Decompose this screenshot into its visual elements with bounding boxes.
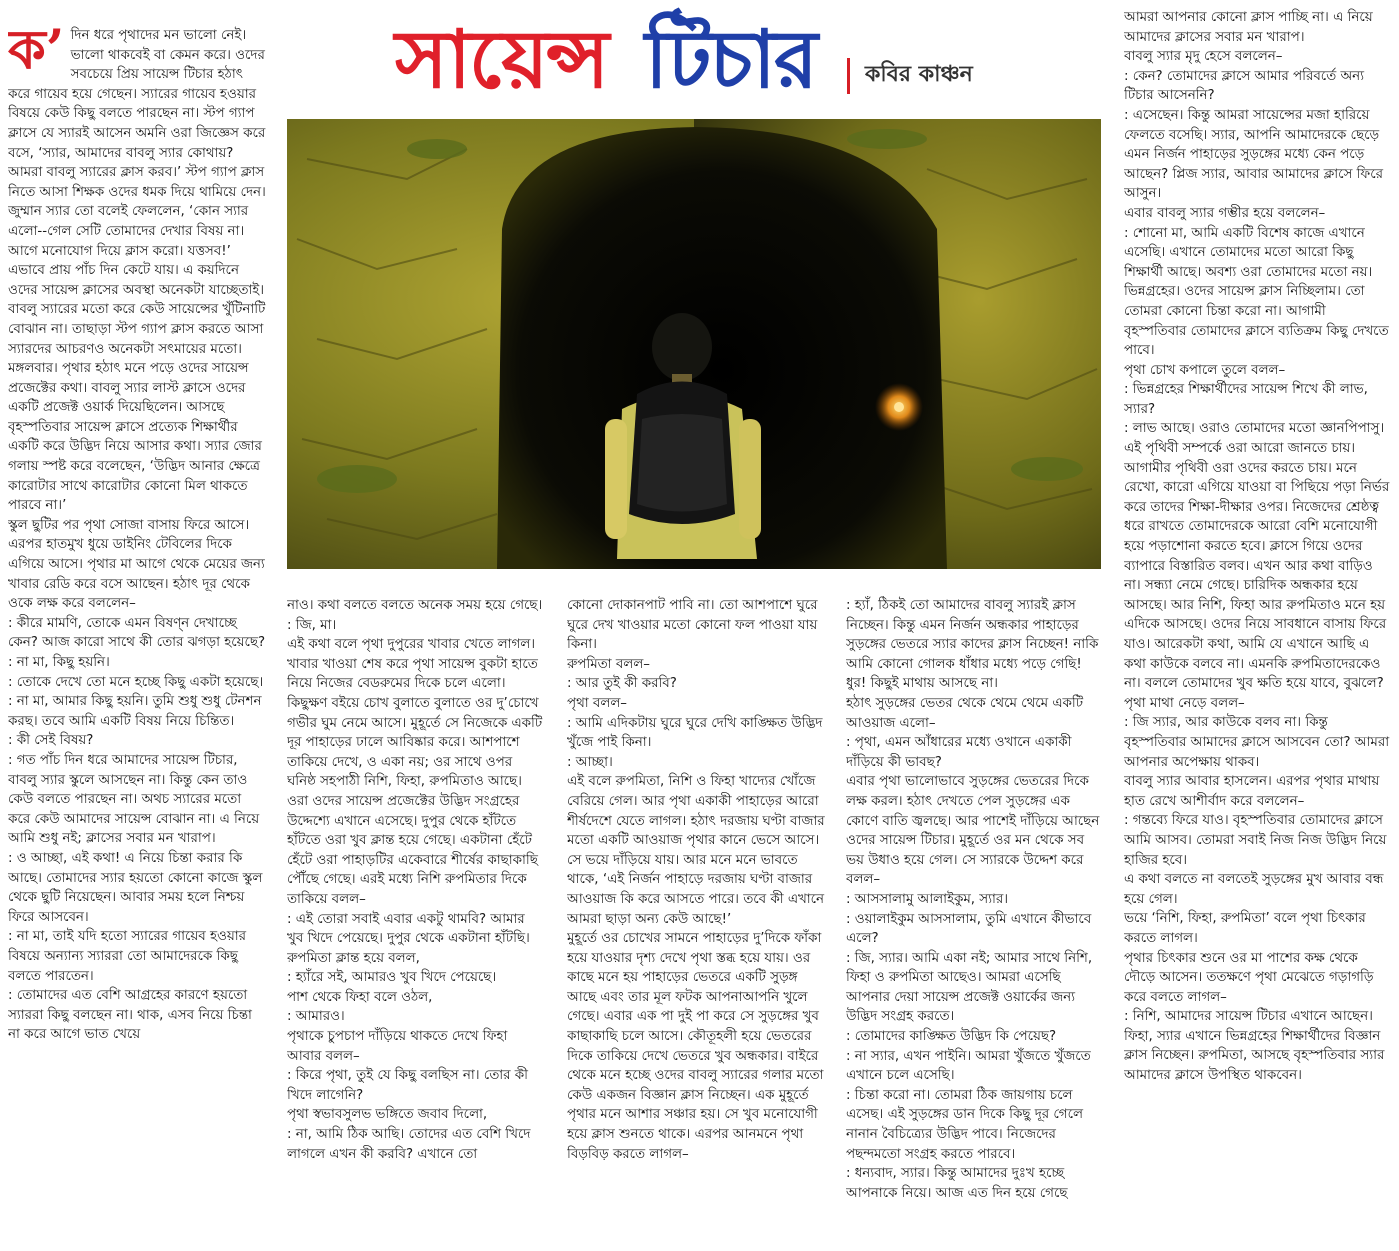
column-text: কোনো দোকানপাট পাবি না। তো আশপাশে ঘুরে ঘুরে দেখ খাওয়ার মতো কোনো ফল পাওয়া যায় কিনা। রুপমিতা বলল– : আর তুই কী করবি? পৃথা বলল– : আমি এদিকটায় ঘুরে ঘুরে দেখি কাঙ্ক্ষিত উদ্ভিদ খুঁজে পাই কিনা। : আচ্ছা। এই বলে রুপমিতা, নিশি ও ফিহা খাদ্যের খোঁজে বেরিয়ে গেল। আর পৃথা একাকী পাহাড়ের আরো শীর্ষদেশে যেতে লাগল। হঠাৎ দরজায় ঘণ্টা বাজার মতো একটি আওয়াজ পৃথার কানে ভেসে আসে। সে ভয়ে দাঁড়িয়ে যায়। আর মনে মনে ভাবতে থাকে, ‘এই নির্জন পাহাড়ে দরজায় ঘণ্টা বাজার আওয়াজ কি করে আসতে পারে। তবে কী এখানে আমরা ছাড়া অন্য কেউ আছে!’ মুহূর্তে ওর চোখের সামনে পাহাড়ের দু’দিকে ফাঁকা হয়ে যাওয়ার দৃশ্য দেখে পৃথা স্তব্ধ হয়ে যায়। ওর কাছে মনে হয় পাহাড়ের ভেতরে একটি সুড়ঙ্গ আছে এবং তার মূল ফটক আপনাআপনি খুলে গেছে। এবার এক পা দুই পা করে সে সুড়ঙ্গের খুব কাছাকাছি চলে আসে। কৌতূহলী হয়ে ভেতরের দিকে তাকিয়ে দেখে ভেতরে খুব অন্ধকার। বাইরে থেকে মনে হচ্ছে ওদের বাবলু স্যারের গলার মতো কেউ একজন বিজ্ঞান ক্লাস নিচ্ছেন। এক মুহূর্তে পৃথার মনে আশার সঞ্চার হয়। সে খুব মনোযোগী হয়ে ক্লাস শুনতে থাকে। এরপর আনমনে পৃথা বিড়বিড় করতে লাগল–	[567, 598, 825, 1162]
hero-illustration	[287, 119, 1101, 569]
article-column-bottom-1	[287, 596, 545, 1244]
article-title-part1: সায়েন্স	[395, 13, 608, 106]
article-masthead	[395, 6, 1115, 116]
byline-divider	[847, 58, 850, 94]
article-title-part2: টিচার	[645, 13, 816, 106]
article-column-left	[8, 26, 266, 1248]
article-column-bottom-2	[567, 596, 825, 1244]
column-text: আমরা আপনার কোনো ক্লাস পাচ্ছি না। এ নিয়ে আমাদের ক্লাসের সবার মন খারাপ। বাবলু স্যার মৃদু হেসে বললেন– : কেন? তোমাদের ক্লাসে আমার পরিবর্তে অন্য টিচার আসেননি? : এসেছেন। কিন্তু আমরা সায়েন্সের মজা হারিয়ে ফেলতে বসেছি। স্যার, আপনি আমাদেরকে ছেড়ে এমন নির্জন পাহাড়ের সুড়ঙ্গের মধ্যে কেন পড়ে আছেন? প্লিজ স্যার, আবার আমাদের ক্লাসে ফিরে আসুন। এবার বাবলু স্যার গম্ভীর হয়ে বললেন– : শোনো মা, আমি একটি বিশেষ কাজে এখানে এসেছি। এখানে তোমাদের মতো আরো কিছু শিক্ষার্থী আছে। অবশ্য ওরা তোমাদের মতো নয়। ভিন্নগ্রহের। ওদের সায়েন্স ক্লাস নিচ্ছিলাম। তো তোমরা কোনো চিন্তা করো না। আগামী বৃহস্পতিবার তোমাদের ক্লাসে ব্যতিক্রম কিছু দেখতে পাবে। পৃথা চোখ কপালে তুলে বলল– : ভিন্নগ্রহের শিক্ষার্থীদের সায়েন্স শিখে কী লাভ, স্যার? : লাভ আছে। ওরাও তোমাদের মতো জ্ঞানপিপাসু। এই পৃথিবী সম্পর্কে ওরা আরো জানতে চায়। আগামীর পৃথিবী ওরা ওদের করতে চায়। মনে রেখো, কারো এগিয়ে যাওয়া বা পিছিয়ে পড়া নির্ভর করে তাদের শিক্ষা-দীক্ষার ওপর। নিজেদের শ্রেষ্ঠত্ব ধরে রাখতে তোমাদেরকে আরো বেশি মনোযোগী হয়ে পড়াশোনা করতে হবে। ক্লাসে গিয়ে ওদের ব্যাপারে বিস্তারিত বলব। এখন আর কথা বাড়িও না। সন্ধ্যা নেমে গেছে। চারিদিক অন্ধকার হয়ে আসছে। আর নিশি, ফিহা আর রুপমিতাও মনে হয় এদিকে আসছে। ওদের নিয়ে সাবধানে বাসায় ফিরে যাও। আরেকটা কথা, আমি যে এখানে আছি এ কথা কাউকে বলবে না। এমনকি রুপমিতাদেরকেও না। বললে তোমাদের খুব ক্ষতি হয়ে যাবে, বুঝলে? পৃথা মাথা নেড়ে বলল– : জি স্যার, আর কাউকে বলব না। কিন্তু বৃহস্পতিবার আমাদের ক্লাসে আসবেন তো? আমরা আপনার অপেক্ষায় থাকব। বাবলু স্যার আবার হাসলেন। এরপর পৃথার মাথায় হাত রেখে আশীর্বাদ করে বললেন– : গন্তব্যে ফিরে যাও। বৃহস্পতিবার তোমাদের ক্লাসে আমি আসব। তোমরা সবাই নিজ নিজ উদ্ভিদ নিয়ে হাজির হবে। এ কথা বলতে না বলতেই সুড়ঙ্গের মুখ আবার বন্ধ হয়ে গেল। ভয়ে ‘নিশি, ফিহা, রুপমিতা’ বলে পৃথা চিৎকার করতে লাগল। পৃথার চিৎকার শুনে ওর মা পাশের কক্ষ থেকে দৌড়ে আসেন। ততক্ষণে পৃথা মেঝেতে গড়াগড়ি করে বলতে লাগল– : নিশি, আমাদের সায়েন্স টিচার এখানে আছেন। ফিহা, স্যার এখানে ভিন্নগ্রহের শিক্ষার্থীদের বিজ্ঞান ক্লাস নিচ্ছেন। রুপমিতা, আসছে বৃহস্পতিবার স্যার আমাদের ক্লাসে উপস্থিত থাকবেন।	[1124, 10, 1390, 1084]
article-column-bottom-3	[846, 596, 1104, 1244]
column-text: : হ্যাঁ, ঠিকই তো আমাদের বাবলু স্যারই ক্লাস নিচ্ছেন। কিন্তু এমন নির্জন অন্ধকার পাহাড়ের সুড়ঙ্গের ভেতরে স্যার কাদের ক্লাস নিচ্ছেন! নাকি আমি কোনো গোলক ধাঁধার মধ্যে পড়ে গেছি! ধুর! কিছুই মাথায় আসছে না। হঠাৎ সুড়ঙ্গের ভেতর থেকে থেমে থেমে একটি আওয়াজ এলো– : পৃথা, এমন আঁধারের মধ্যে ওখানে একাকী দাঁড়িয়ে কী ভাবছ? এবার পৃথা ভালোভাবে সুড়ঙ্গের ভেতরের দিকে লক্ষ করল। হঠাৎ দেখতে পেল সুড়ঙ্গের এক কোণে বাতি জ্বলছে। আর পাশেই দাঁড়িয়ে আছেন ওদের সায়েন্স টিচার। মুহূর্তে ওর মন থেকে সব ভয় উধাও হয়ে গেল। সে স্যারকে উদ্দেশ করে বলল– : আসসালামু আলাইকুম, স্যার। : ওয়ালাইকুম আসসালাম, তুমি এখানে কীভাবে এলে? : জি, স্যার। আমি একা নই; আমার সাথে নিশি, ফিহা ও রুপমিতা আছেও। আমরা এসেছি আপনার দেয়া সায়েন্স প্রজেক্ট ওয়ার্কের জন্য উদ্ভিদ সংগ্রহ করতে। : তোমাদের কাঙ্ক্ষিত উদ্ভিদ কি পেয়েছ? : না স্যার, এখন পাইনি। আমরা খুঁজতে খুঁজতে এখানে চলে এসেছি। : চিন্তা করো না। তোমরা ঠিক জায়গায় চলে এসেছ। এই সুড়ঙ্গের ডান দিকে কিছু দূর গেলে নানান বৈচিত্র্যের উদ্ভিদ পাবে। নিজেদের পছন্দমতো সংগ্রহ করতে পারবে। : ধন্যবাদ, স্যার। কিন্তু আমাদের দুঃখ হচ্ছে আপনাকে নিয়ে। আজ এত দিন হয়ে গেছে	[846, 598, 1100, 1201]
article-author: কবির কাঞ্চন	[865, 62, 973, 87]
column-text: দিন ধরে পৃথাদের মন ভালো নেই। ভালো থাকবেই বা কেমন করে। ওদের সবচেয়ে প্রিয় সায়েন্স টিচার হঠাৎ করে গায়েব হয়ে গেছেন। স্যারের গায়েব হওয়ার বিষয়ে কেউ কিছু বলতে পারছেন না। স্টপ গ্যাপ ক্লাসে যে স্যারই আসেন অমনি ওরা জিজ্ঞেস করে বসে, ‘স্যার, আমাদের বাবলু স্যার কোথায়? আমরা বাবলু স্যারের ক্লাস করব।’ স্টপ গ্যাপ ক্লাস নিতে আসা শিক্ষক ওদের ধমক দিয়ে থামিয়ে দেন। জুম্মান স্যার তো বলেই ফেললেন, ‘কোন স্যার এলো--গেল সেটি তোমাদের দেখার বিষয় না। আগে মনোযোগ দিয়ে ক্লাস করো। যত্তসব!’ এভাবে প্রায় পাঁচ দিন কেটে যায়। এ কয়দিনে ওদের সায়েন্স ক্লাসের অবস্থা অনেকটা যাচ্ছেতাই। বাবলু স্যারের মতো করে কেউ সায়েন্সের খুঁটিনাটি বোঝান না। তাছাড়া স্টপ গ্যাপ ক্লাস করতে আসা স্যারদের আচরণও অনেকটা সৎমায়ের মতো। মঙ্গলবার। পৃথার হঠাৎ মনে পড়ে ওদের সায়েন্স প্রজেক্টের কথা। বাবলু স্যার লাস্ট ক্লাসে ওদের একটি প্রজেক্ট ওয়ার্ক দিয়েছিলেন। আসছে বৃহস্পতিবার সায়েন্স ক্লাসে প্রত্যেক শিক্ষার্থীর একটি করে উদ্ভিদ নিয়ে আসার কথা। স্যার জোর গলায় স্পষ্ট করে বলেছেন, ‘উদ্ভিদ আনার ক্ষেত্রে কারোটার সাথে কারোটার কোনো মিল থাকতে পারবে না।’ স্কুল ছুটির পর পৃথা সোজা বাসায় ফিরে আসে। এরপর হাতমুখ ধুয়ে ডাইনিং টেবিলের দিকে এগিয়ে আসে। পৃথার মা আগে থেকে মেয়ের জন্য খাবার রেডি করে বসে আছেন। হঠাৎ দূর থেকে ওকে লক্ষ করে বললেন– : কীরে মামণি, তোকে এমন বিষণ্ন দেখাচ্ছে কেন? আজ কারো সাথে কী তোর ঝগড়া হয়েছে? : না মা, কিছু হয়নি। : তোকে দেখে তো মনে হচ্ছে কিছু একটা হয়েছে। : না মা, আমার কিছু হয়নি। তুমি শুধু শুধু টেনশন করছ। তবে আমি একটি বিষয় নিয়ে চিন্তিত। : কী সেই বিষয়? : গত পাঁচ দিন ধরে আমাদের সায়েন্স টিচার, বাবলু স্যার স্কুলে আসছেন না। কিন্তু কেন তাও কেউ বলতে পারছেন না। অথচ স্যারের মতো করে কেউ আমাদের সায়েন্স বোঝান না। এ নিয়ে আমি শুধু নই; ক্লাসের সবার মন খারাপ। : ও আচ্ছা, এই কথা! এ নিয়ে চিন্তা করার কি আছে। তোমাদের স্যার হয়তো কোনো কাজে স্কুল থেকে ছুটি নিয়েছেন। আবার সময় হলে নিশ্চয় ফিরে আসবেন। : না মা, তাই যদি হতো স্যারের গায়েব হওয়ার বিষয়ে অন্যান্য স্যাররা তো আমাদেরকে কিছু বলতে পারতেন। : তোমাদের এত বেশি আগ্রহের কারণে হয়তো স্যাররা কিছু বলছেন না। থাক, এসব নিয়ে চিন্তা না করে আগে ভাত খেয়ে	[8, 28, 266, 1043]
column-text: নাও। কথা বলতে বলতে অনেক সময় হয়ে গেছে। : জি, মা। এই কথা বলে পৃথা দুপুরের খাবার খেতে লাগল। খাবার খাওয়া শেষ করে পৃথা সায়েন্স বুকটা হাতে নিয়ে নিজের বেডরুমের দিকে চলে এলো। কিছুক্ষণ বইয়ে চোখ বুলাতে বুলাতে ওর দু’চোখে গভীর ঘুম নেমে আসে। মুহূর্তে সে নিজেকে একটি দূর পাহাড়ের ঢালে আবিষ্কার করে। আশপাশে তাকিয়ে দেখে, ও একা নয়; ওর সাথে ওপর ঘনিষ্ঠ সহপাঠী নিশি, ফিহা, রুপমিতাও আছে। ওরা ওদের সায়েন্স প্রজেক্টের উদ্ভিদ সংগ্রহের উদ্দেশ্যে এখানে এসেছে। দুপুর থেকে হাঁটতে হাঁটতে ওরা খুব ক্লান্ত হয়ে গেছে। একটানা হেঁটে হেঁটে ওরা পাহাড়টির একেবারে শীর্ষের কাছাকাছি পৌঁছে গেছে। এরই মধ্যে নিশি রুপমিতার দিকে তাকিয়ে বলল– : এই তোরা সবাই এবার একটু থামবি? আমার খুব খিদে পেয়েছে। দুপুর থেকে একটানা হাঁটছি। রুপমিতা ক্লান্ত হয়ে বলল, : হ্যাঁরে সই, আমারও খুব খিদে পেয়েছে। পাশ থেকে ফিহা বলে ওঠল, : আমারও। পৃথাকে চুপচাপ দাঁড়িয়ে থাকতে দেখে ফিহা আবার বলল– : কিরে পৃথা, তুই যে কিছু বলছিস না। তোর কী খিদে লাগেনি? পৃথা স্বভাবসুলভ ভঙ্গিতে জবাব দিলো, : না, আমি ঠিক আছি। তোদের এত বেশি খিদে লাগলে এখন কী করবি? এখানে তো	[287, 598, 543, 1162]
drop-cap: ক’	[8, 26, 65, 81]
tunnel-illustration	[287, 119, 1101, 569]
article-column-right	[1124, 8, 1392, 1248]
